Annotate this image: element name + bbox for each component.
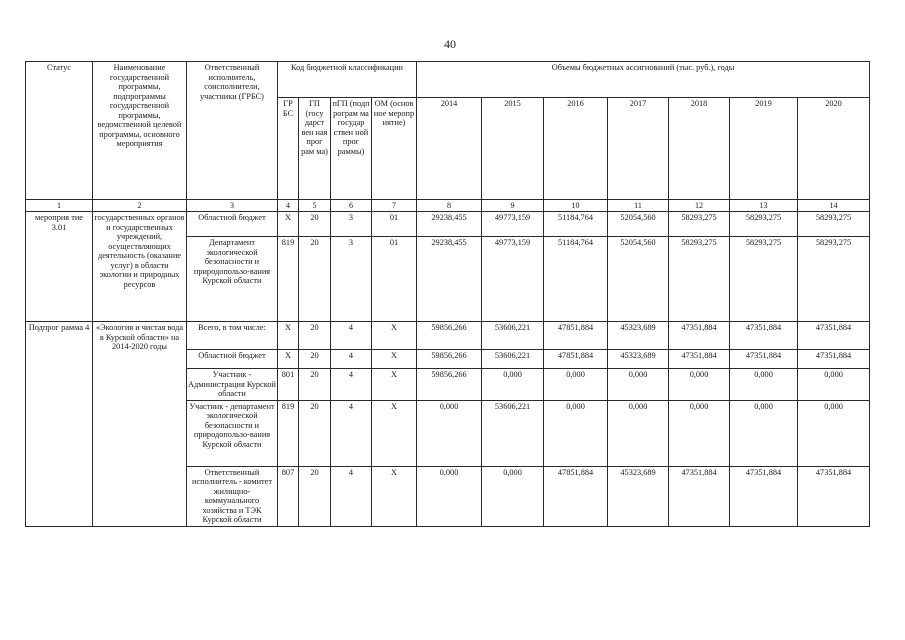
cell-grbs: Х [278,212,299,237]
cell-value-2018: 58293,275 [669,237,730,322]
cell-value-2018: 47351,884 [669,466,730,526]
cell-pgp: 4 [331,466,372,526]
column-number: 7 [372,200,417,212]
cell-responsible: Департамент экологической безопасности и природопользо-вания Курской области [187,237,278,322]
cell-value-2020: 0,000 [798,400,870,466]
cell-grbs: 819 [278,237,299,322]
cell-grbs: Х [278,350,299,369]
header-responsible: Ответственный исполнитель, соисполнители, участники (ГРБС) [187,62,278,200]
cell-om: Х [372,350,417,369]
column-number: 13 [730,200,798,212]
cell-grbs: 819 [278,400,299,466]
header-year-2017: 2017 [608,98,669,200]
header-grbs: ГР БС [278,98,299,200]
cell-responsible: Участник - департамент экологической безопасности и природопользо-вания Курской области [187,400,278,466]
header-year-2018: 2018 [669,98,730,200]
cell-value-2018: 47351,884 [669,322,730,350]
column-number: 9 [482,200,544,212]
cell-status: мероприя тие 3.01 [26,212,93,322]
column-number: 8 [417,200,482,212]
cell-grbs: 801 [278,369,299,401]
cell-om: 01 [372,212,417,237]
cell-value-2020: 58293,275 [798,212,870,237]
cell-value-2017: 0,000 [608,369,669,401]
cell-value-2018: 0,000 [669,369,730,401]
cell-value-2019: 0,000 [730,400,798,466]
cell-value-2015: 49773,159 [482,212,544,237]
cell-value-2019: 58293,275 [730,212,798,237]
cell-gp: 20 [299,212,331,237]
cell-value-2019: 0,000 [730,369,798,401]
cell-responsible: Участник - Администрация Курской области [188,370,276,398]
cell-gp: 20 [299,466,331,526]
cell-value-2019: 47351,884 [730,322,798,350]
cell-pgp: 3 [331,237,372,322]
cell-value-2018: 0,000 [669,400,730,466]
header-year-2014: 2014 [417,98,482,200]
cell-value-2015: 53606,221 [482,400,544,466]
cell-value-2020: 0,000 [798,369,870,401]
cell-value-2019: 58293,275 [730,237,798,322]
header-gp: ГП (госу дарст вен ная прог рам ма) [299,98,331,200]
cell-value-2016: 47851,884 [544,322,608,350]
column-number: 3 [187,200,278,212]
cell-value-2014: 59856,266 [417,350,482,369]
cell-value-2018: 58293,275 [669,212,730,237]
cell-pgp: 4 [331,369,372,401]
cell-value-2014: 0,000 [417,400,482,466]
header-budget-code: Код бюджетной классификации [278,62,417,98]
header-om: ОМ (основ ное меропр иятие) [372,98,417,200]
column-number: 6 [331,200,372,212]
table-body [26,62,870,527]
cell-value-2018: 47351,884 [669,350,730,369]
cell-responsible: Ответственный исполнитель - комитет жилищно-коммунального хозяйства и ТЭК Курской области [187,466,278,526]
cell-value-2016: 51184,764 [544,237,608,322]
cell-value-2019: 47351,884 [730,350,798,369]
cell-value-2014: 59856,266 [417,369,482,401]
cell-value-2014: 59856,266 [417,322,482,350]
cell-value-2015: 0,000 [482,369,544,401]
cell-value-2020: 47351,884 [798,350,870,369]
cell-responsible: Областной бюджет [187,212,278,237]
cell-om: Х [372,466,417,526]
header-year-2019: 2019 [730,98,798,200]
cell-grbs: Х [278,322,299,350]
cell-value-2014: 29238,455 [417,212,482,237]
column-number: 12 [669,200,730,212]
cell-value-2017: 0,000 [608,400,669,466]
cell-value-2020: 58293,275 [798,237,870,322]
cell-value-2016: 47851,884 [544,350,608,369]
cell-om: Х [372,322,417,350]
header-status: Статус [26,62,93,200]
cell-value-2016: 51184,764 [544,212,608,237]
table-row [26,212,870,237]
cell-om: Х [372,400,417,466]
cell-value-2017: 52054,560 [608,237,669,322]
table-row [26,322,870,350]
column-number-row [26,200,870,212]
cell-value-2017: 52054,560 [608,212,669,237]
cell-name: «Экология и чистая вода в Курской области» на 2014-2020 годы [93,322,187,527]
header-row-1 [26,62,870,98]
cell-pgp: 3 [331,212,372,237]
cell-value-2014: 29238,455 [417,237,482,322]
cell-gp: 20 [299,237,331,322]
cell-value-2015: 49773,159 [482,237,544,322]
cell-om: 01 [372,237,417,322]
cell-pgp: 4 [331,400,372,466]
cell-value-2016: 0,000 [544,400,608,466]
cell-value-2019: 47351,884 [730,466,798,526]
cell-status: Подпрог рамма 4 [26,322,93,527]
cell-value-2015: 53606,221 [482,350,544,369]
cell-value-2017: 45323,689 [608,322,669,350]
column-number: 5 [299,200,331,212]
cell-value-2020: 47351,884 [798,322,870,350]
page-number: 40 [444,37,456,51]
header-appropriations: Объемы бюджетных ассигнований (тыс. руб.), годы [417,62,870,98]
cell-responsible: Всего, в том числе: [187,322,278,350]
cell-pgp: 4 [331,350,372,369]
column-number: 10 [544,200,608,212]
cell-responsible: Областной бюджет [187,350,278,369]
cell-grbs: 807 [278,466,299,526]
cell-value-2014: 0,000 [417,466,482,526]
cell-gp: 20 [299,400,331,466]
header-name: Наименование государственной программы, подпрограммы государственной программы, ведомственной целевой программы, основного мероприятия [93,62,187,200]
header-year-2016: 2016 [544,98,608,200]
column-number: 2 [93,200,187,212]
cell-om: Х [372,369,417,401]
cell-gp: 20 [299,322,331,350]
cell-value-2016: 0,000 [544,369,608,401]
cell-pgp: 4 [331,322,372,350]
header-year-2015: 2015 [482,98,544,200]
column-number: 11 [608,200,669,212]
cell-value-2016: 47851,884 [544,466,608,526]
cell-value-2020: 47351,884 [798,466,870,526]
cell-gp: 20 [299,350,331,369]
cell-value-2017: 45323,689 [608,466,669,526]
header-year-2020: 2020 [798,98,870,200]
header-pgp: пГП (подп рограм ма государ ствен ной прог раммы) [331,98,372,200]
cell-value-2017: 45323,689 [608,350,669,369]
cell-gp: 20 [299,369,331,401]
column-number: 1 [26,200,93,212]
column-number: 4 [278,200,299,212]
cell-value-2015: 0,000 [482,466,544,526]
cell-value-2015: 53606,221 [482,322,544,350]
budget-table [25,61,870,527]
cell-name: государственных органов и государственных учреждений, осуществляющих деятельность (оказание услуг) в области экологии и природных ресурсов [93,212,187,322]
column-number: 14 [798,200,870,212]
